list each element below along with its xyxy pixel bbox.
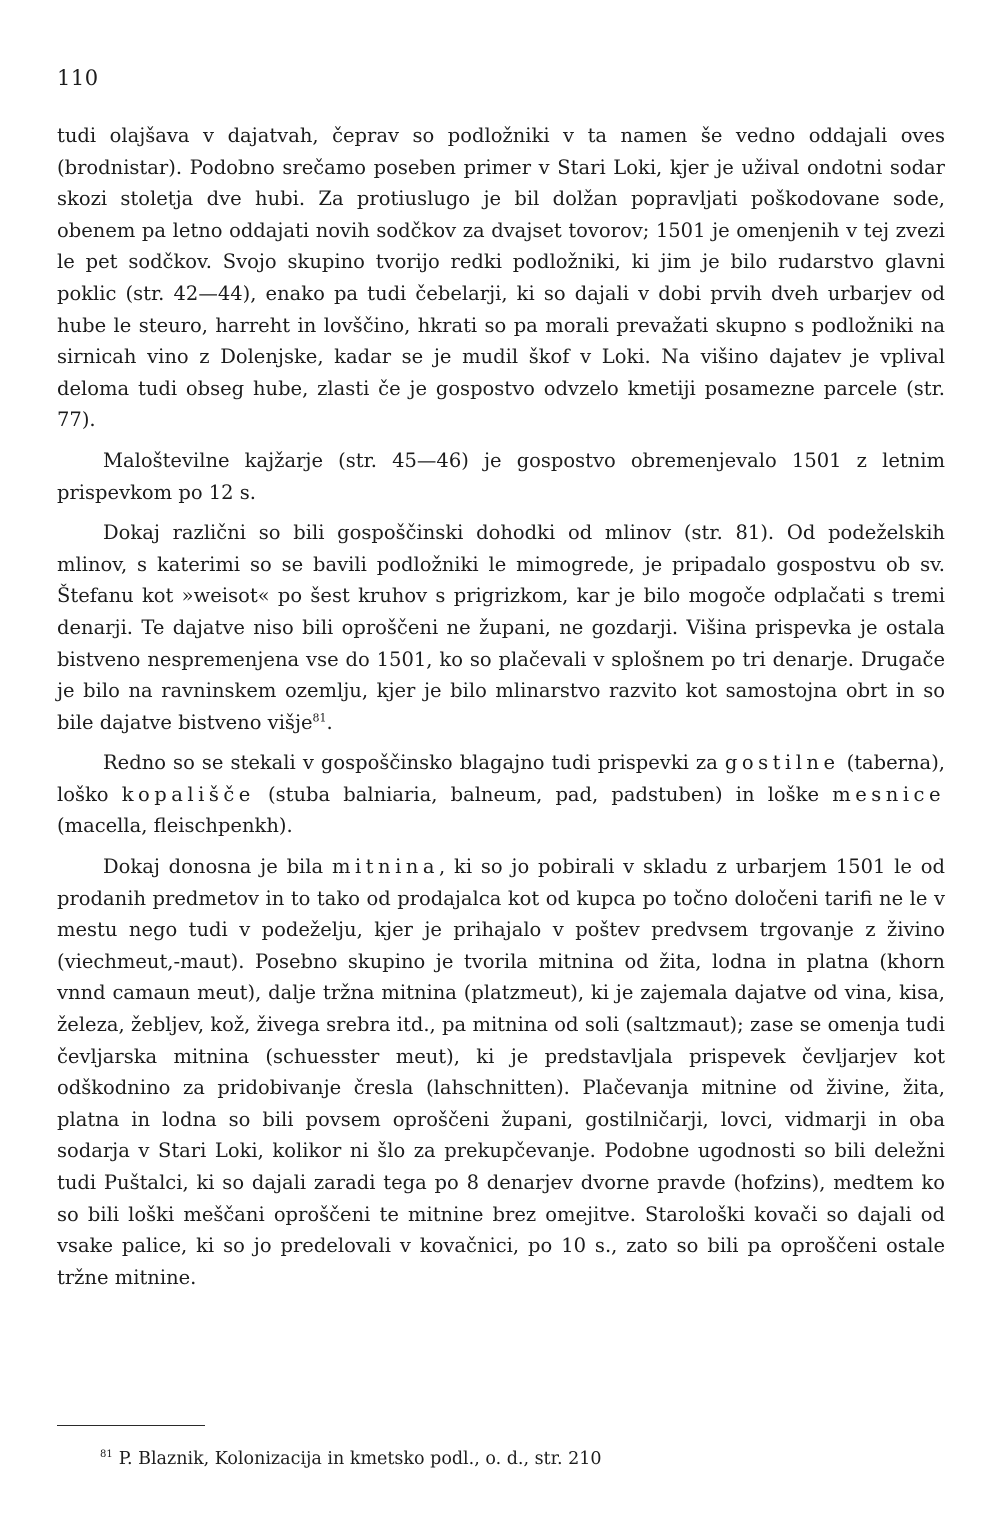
footnote xyxy=(100,1442,900,1472)
footnote-divider xyxy=(57,1425,205,1426)
paragraph-5-text-b: , ki so jo pobirali v skladu z urbarjem 1501 le od prodanih predmetov in to tako od prodajalca kot od kupca po točno določeni tarifi ne le v mestu nego tudi v podeželju, kjer je prihajalo v poštev predvsem trgovanje z živino (viechmeut,-maut). Posebno skupino je tvorila mitnina od žita, lodna in platna (khorn vnnd camaun meut), dalje tržna mitnina (platzmeut), ki je zajemala dajatve od vina, kisa, železa, žebljev, kož, živega srebra itd., pa mitnina od soli (saltzmaut); zase se omenja tudi čevljarska mitnina (schuesster meut), ki je predstavljala prispevek čevljarjev kot odškodnino za pridobivanje čresla (lahschnitten). Plačevanja mitnine od živine, žita, platna in lodna so bili povsem oproščeni župani, gostilničarji, lovci, vidmarji in oba sodarja v Stari Loki, kolikor ni šlo za prekupčevanje. Podobne ugodnosti so bili deležni tudi Puštalci, ki so dajali zaradi tega po 8 denarjev dvorne pravde (hofzins), medtem ko so bili loški meščani oproščeni te mitnine brez omejitve. Starološki kovači so dajali od vsake palice, ki so jo predelovali v kovačnici, po 10 s., zato so bili pa oproščeni ostale tržne mitnine. xyxy=(57,855,945,1289)
body-text xyxy=(57,120,945,1293)
footnote-reference: 81 xyxy=(312,711,327,725)
page-number: 110 xyxy=(57,66,99,90)
footnote-text: P. Blaznik, Kolonizacija in kmetsko podl., o. d., str. 210 xyxy=(118,1448,602,1469)
paragraph-4-text-b: (taberna), loško xyxy=(57,751,945,806)
paragraph-5-text-a: Dokaj donosna je bila xyxy=(103,855,332,879)
paragraph-1: tudi olajšava v dajatvah, čeprav so podložniki v ta namen še vedno oddajali oves (brodnistar). Podobno srečamo poseben primer v Stari Loki, kjer je užival ondotni sodar skozi stoletja dve hubi. Za protiuslugo je bil dolžan popravljati poškodovane sode, obenem pa letno oddajati novih sodčkov za dvajset tovorov; 1501 je omenjenih v tej zvezi le pet sodčkov. Svojo skupino tvorijo redki podložniki, ki jim je bilo rudarstvo glavni poklic (str. 42—44), enako pa tudi čebelarji, ki so dajali v dobi prvih dveh urbarjev od hube le steuro, harreht in lovščino, hkrati so pa morali prevažati skupno s podložniki na sirnicah vino z Dolenjske, kadar se je mudil škof v Loki. Na višino dajatev je vplival deloma tudi obseg hube, zlasti če je gospostvo odvzelo kmetiji posamezne parcele (str. 77). xyxy=(57,124,945,432)
paragraph-3-end: . xyxy=(326,710,333,734)
paragraph-2: Maloštevilne kajžarje (str. 45—46) je gospostvo obremenjevalo 1501 z letnim prispevkom po 12 s. xyxy=(57,448,945,504)
paragraph-4-text-a: Redno so se stekali v gospoščinsko blagajno tudi prispevki za xyxy=(103,751,725,775)
term-gostilne: gostilne xyxy=(724,751,840,775)
term-kopalisce: kopališče xyxy=(121,782,255,806)
term-mesnice: mesnice xyxy=(832,782,946,806)
paragraph-4 xyxy=(57,747,945,842)
paragraph-3-text: Dokaj različni so bili gospoščinski dohodki od mlinov (str. 81). Od podeželskih mlinov, s katerimi so se bavili podložniki le mimogrede, je pripadalo gospostvu ob sv. Štefanu kot »weisot« po šest kruhov s prigrizkom, kar je bilo mogoče odplačati s tremi denarji. Te dajatve niso bili oproščeni ne župani, ne gozdarji. Višina prispevka je ostala bistveno nespremenjena vse do 1501, ko so plačevali v splošnem po tri denarje. Drugače je bilo na ravninskem ozemlju, kjer je bilo mlinarstvo razvito kot samostojna obrt in so bile dajatve bistveno višje xyxy=(57,521,945,734)
paragraph-4-text-c: (stuba balniaria, balneum, pad, padstuben) in loške xyxy=(254,782,833,806)
paragraph-4-text-d: (macella, fleischpenkh). xyxy=(57,814,293,838)
footnote-marker: 81 xyxy=(100,1449,113,1460)
term-mitnina: mitnina xyxy=(331,855,439,879)
paragraph-3 xyxy=(57,517,945,738)
paragraph-5 xyxy=(57,851,945,1293)
